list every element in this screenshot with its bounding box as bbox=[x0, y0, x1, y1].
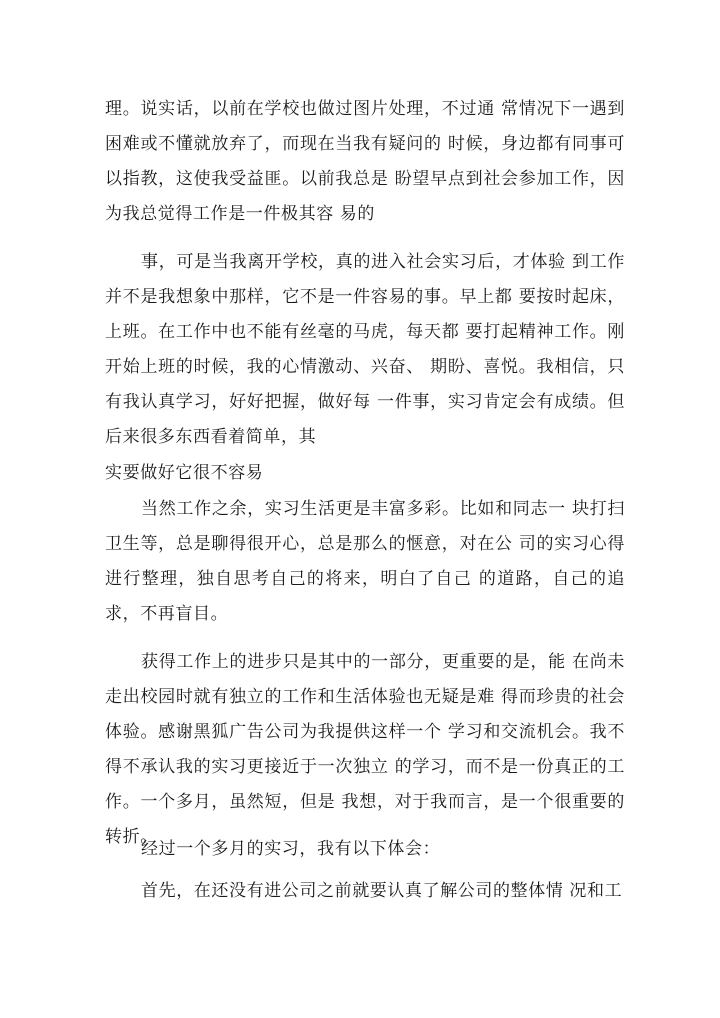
paragraph-2: 事，可是当我离开学校，真的进入社会实习后，才体验 到工作并不是我想象中那样，它不是一件容易的事。早上都 要按时起床，上班。在工作中也不能有丝毫的马虎，每天都 要打起精神工作。刚开始上班的时候，我的心情激动、兴奋、 期盼、喜悦。我相信，只有我认真学习，好好把握，做好每 一件事，实习肯定会有成绩。但后来很多东西看着简单，其 bbox=[105, 252, 625, 447]
paragraph-5: 获得工作上的进步只是其中的一部分，更重要的是，能 在尚未走出校园时就有独立的工作和生活体验也无疑是难 得而珍贵的社会体验。感谢黑狐广告公司为我提供这样一个 学习和交流机会。我不得不承认我的实习更接近于一次独立 的学习，而不是一份真正的工作。一个多月，虽然短，但是 我想，对于我而言，是一个很重要的转折。 bbox=[105, 652, 625, 847]
paragraph-3: 实要做好它很不容易 bbox=[105, 463, 264, 483]
paragraph-4: 当然工作之余，实习生活更是丰富多彩。比如和同志一 块打扫卫生等，总是聊得很开心，总是那么的惬意，对在公 司的实习心得进行整理，独自思考自己的将来，明白了自己 的道路，自己的追求，不再盲目。 bbox=[105, 499, 625, 624]
paragraph-7: 首先，在还没有进公司之前就要认真了解公司的整体情 况和工 bbox=[141, 881, 623, 901]
paragraph-6: 经过一个多月的实习，我有以下体会： bbox=[141, 839, 441, 859]
paragraph-1: 理。说实话，以前在学校也做过图片处理，不过通 常情况下一遇到困难或不懂就放弃了，而现在当我有疑问的 时候，身边都有同事可以指教，这使我受益匪。以前我总是 盼望早点到社会参加工作，因为我总觉得工作是一件极其容 易的 bbox=[105, 99, 625, 224]
